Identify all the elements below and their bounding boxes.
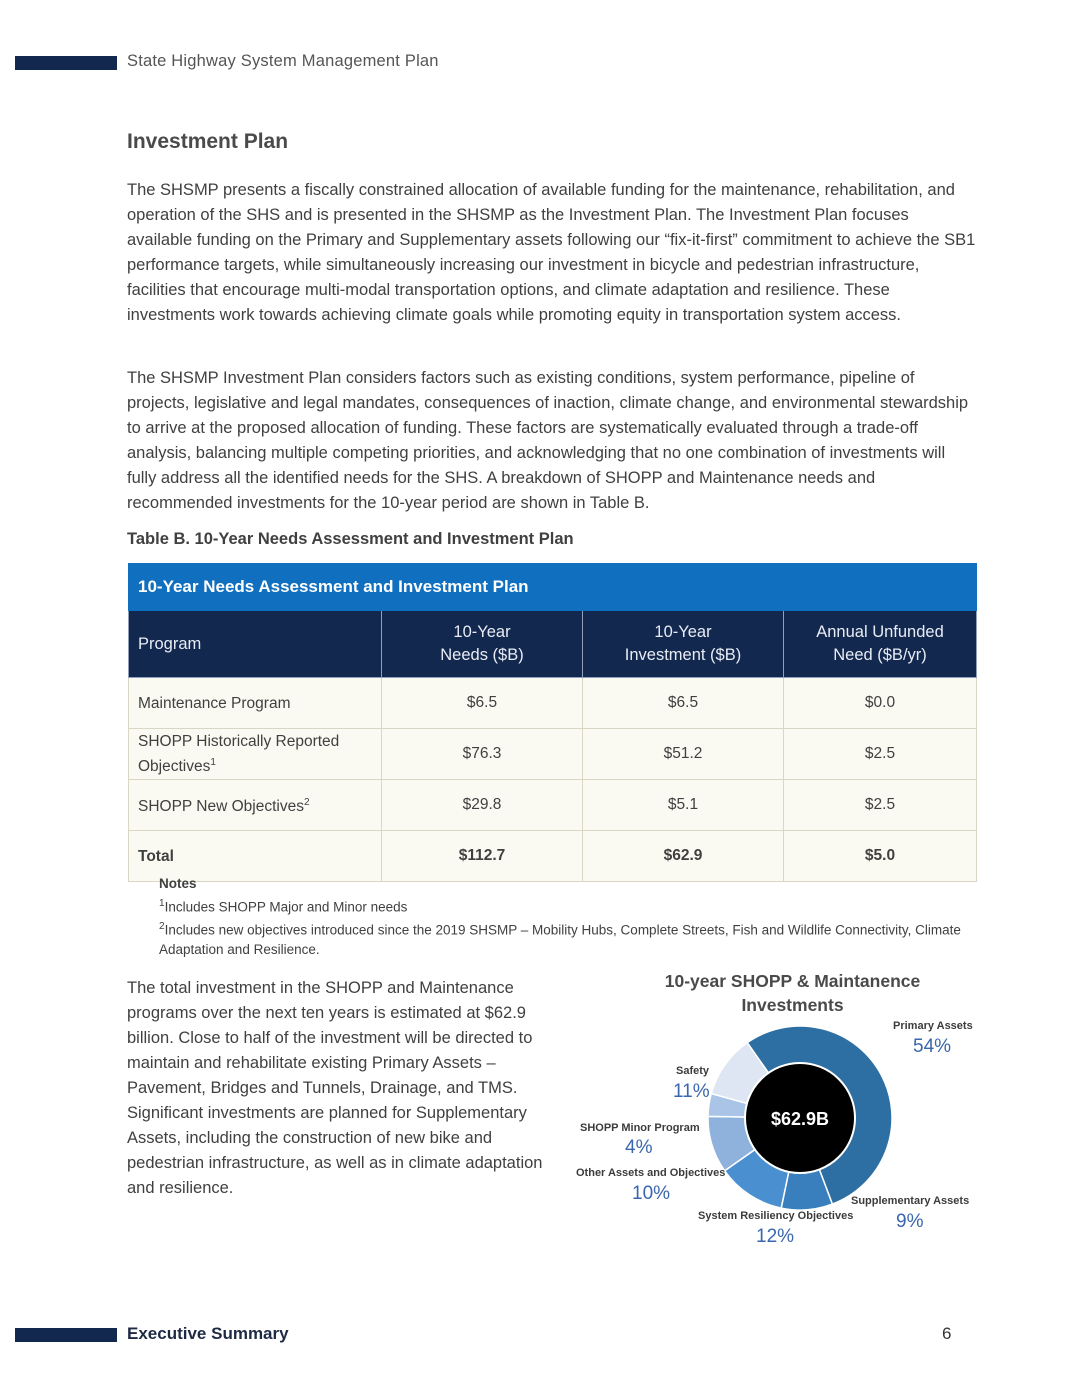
- cell-needs: $76.3: [382, 729, 583, 780]
- header-investment: 10-Year Investment ($B): [583, 611, 784, 678]
- notes-heading: Notes: [159, 876, 197, 891]
- cell-needs: $6.5: [382, 678, 583, 729]
- label-other-assets: Other Assets and Objectives: [576, 1167, 726, 1179]
- cell-needs: $29.8: [382, 780, 583, 831]
- running-header-title: State Highway System Management Plan: [127, 52, 439, 70]
- investment-table: [128, 563, 977, 882]
- pct-other-assets: 10%: [632, 1183, 671, 1204]
- table-title: 10-Year Needs Assessment and Investment Plan: [129, 564, 977, 611]
- page-number: 6: [942, 1324, 952, 1343]
- paragraph-intro: The SHSMP presents a fiscally constrained allocation of available funding for the maintenance, rehabilitation, and operation of the SHS and is presented in the SHSMP as the Investment Plan. The Investment Plan focuses available funding on the Primary and Supplementary assets following our “fix-it-first” commitment to achieve the SB1 performance targets, while simultaneously increasing our investment in bicycle and pedestrian infrastructure, facilities that encourage multi-modal transportation options, and climate adaptation and resilience. These investments work towards achieving climate goals while promoting equity in transportation system access.: [127, 181, 976, 324]
- note-1: $^1$Includes SHOPP Major and Minor needs: [159, 897, 408, 914]
- label-system-resiliency: System Resiliency Objectives: [698, 1210, 854, 1222]
- cell-investment: $62.9: [583, 831, 784, 882]
- header-accent-bar: [15, 56, 117, 70]
- section-title: Investment Plan: [127, 130, 289, 153]
- cell-program: Maintenance Program: [129, 678, 382, 729]
- cell-program: Total: [129, 831, 382, 882]
- label-shopp-minor: SHOPP Minor Program: [580, 1122, 700, 1134]
- cell-unfunded: $2.5: [784, 780, 977, 831]
- table-header-row: [129, 611, 977, 678]
- footer-section-title: Executive Summary: [127, 1324, 289, 1343]
- paragraph-factors: The SHSMP Investment Plan considers factors such as existing conditions, system performance, pipeline of projects, legislative and legal mandates, consequences of inaction, climate change, and environmental stewardship to arrive at the proposed allocation of funding. These factors are systematically evaluated through a trade-off analysis, balancing multiple competing priorities, and acknowledging that no one combination of investments will fully address all the identified needs for the SHS. A breakdown of SHOPP and Maintenance needs and recommended investments for the 10-year period are shown in Table B.: [127, 369, 969, 512]
- donut-chart: [700, 1018, 900, 1218]
- pct-primary-assets: 54%: [913, 1036, 952, 1057]
- cell-investment: $51.2: [583, 729, 784, 780]
- table-row: [129, 678, 977, 729]
- pct-shopp-minor: 4%: [625, 1137, 653, 1158]
- label-supplementary-assets: Supplementary Assets: [851, 1195, 970, 1207]
- cell-unfunded: $5.0: [784, 831, 977, 882]
- note-2: $^2$Includes new objectives introduced since the 2019 SHSMP – Mobility Hubs, Complete Streets, Fish and Wildlife Connectivity, Climate Adaptation and Resilience.: [159, 920, 961, 957]
- donut-center-label: $62.9B: [770, 1109, 830, 1129]
- footnote-marker: 2: [303, 797, 310, 809]
- cell-program: SHOPP New Objectives$^2$: [129, 780, 382, 831]
- table-row: [129, 729, 977, 780]
- label-primary-assets: Primary Assets: [893, 1020, 973, 1032]
- cell-unfunded: $0.0: [784, 678, 977, 729]
- cell-program: SHOPP Historically Reported Objectives$^1$: [129, 729, 382, 780]
- header-needs: 10-Year Needs ($B): [382, 611, 583, 678]
- pct-supplementary-assets: 9%: [896, 1211, 924, 1232]
- pct-system-resiliency: 12%: [756, 1226, 795, 1247]
- cell-needs: $112.7: [382, 831, 583, 882]
- cell-investment: $5.1: [583, 780, 784, 831]
- footnote-marker: 1: [210, 756, 216, 768]
- table-row: [129, 780, 977, 831]
- footer-accent-bar: [15, 1328, 117, 1342]
- table-caption: Table B. 10-Year Needs Assessment and Investment Plan: [127, 530, 574, 548]
- cell-investment: $6.5: [583, 678, 784, 729]
- header-program: Program: [129, 611, 382, 678]
- table-notes: [159, 874, 974, 959]
- header-unfunded: Annual Unfunded Need ($B/yr): [784, 611, 977, 678]
- chart-title: 10-year SHOPP & Maintanence Investments: [664, 971, 921, 1015]
- label-safety: Safety: [676, 1065, 710, 1077]
- cell-unfunded: $2.5: [784, 729, 977, 780]
- pct-safety: 11%: [673, 1081, 710, 1102]
- paragraph-total-investment: The total investment in the SHOPP and Maintenance programs over the next ten years is estimated at $62.9 billion. Close to half of the investment will be directed to maintain and rehabilitate existing Primary Assets – Pavement, Bridges and Tunnels, Drainage, and TMS. Significant investments are planned for Supplementary Assets, including the construction of new bike and pedestrian infrastructure, as well as in climate adaptation and resilience.: [127, 979, 543, 1197]
